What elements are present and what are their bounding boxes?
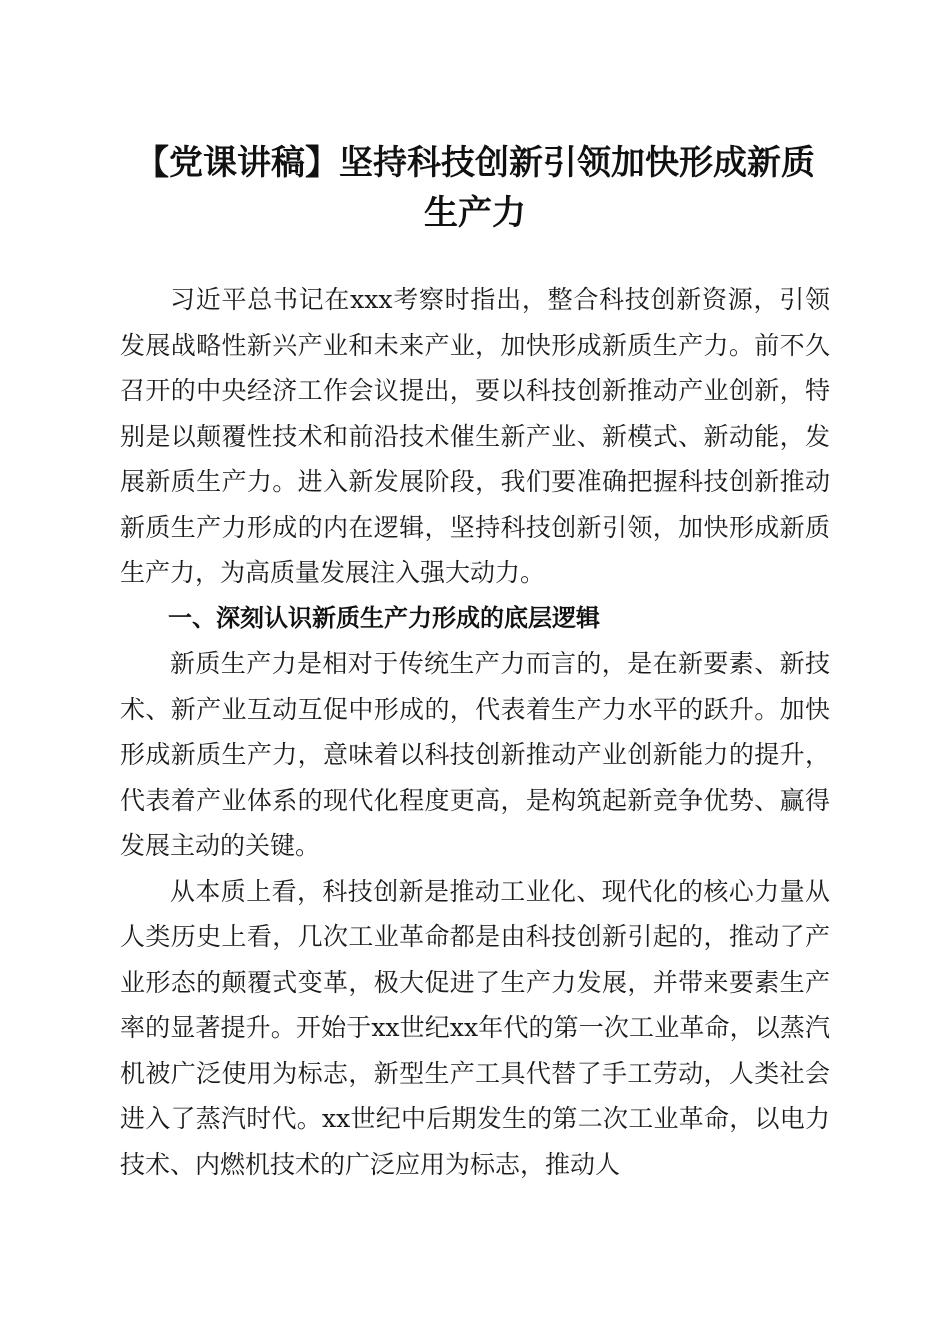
document-title (120, 138, 830, 238)
intro-paragraph: 习近平总书记在xxx考察时指出，整合科技创新资源，引领发展战略性新兴产业和未来产业，加快形成新质生产力。前不久召开的中央经济工作会议提出，要以科技创新推动产业创新，特别是以颠覆性技术和前沿技术催生新产业、新模式、新动能，发展新质生产力。进入新发展阶段，我们要准确把握科技创新推动新质生产力形成的内在逻辑，坚持科技创新引领，加快形成新质生产力，为高质量发展注入强大动力。 (120, 285, 830, 587)
body-paragraph: 从本质上看，科技创新是推动工业化、现代化的核心力量从人类历史上看，几次工业革命都是由科技创新引起的，推动了产业形态的颠覆式变革，极大促进了生产力发展，并带来要素生产率的显著提升。开始于xx世纪xx年代的第一次工业革命，以蒸汽机被广泛使用为标志，新型生产工具代替了手工劳动，人类社会进入了蒸汽时代。xx世纪中后期发生的第二次工业革命，以电力技术、内燃机技术的广泛应用为标志，推动人 (120, 876, 830, 1179)
title-line-1: 【党课讲稿】坚持科技创新引领加快形成新质 (135, 143, 815, 183)
section-heading: 一、深刻认识新质生产力形成的底层逻辑 (168, 603, 600, 632)
title-line-2: 生产力 (424, 193, 526, 233)
document-body (120, 277, 830, 1187)
body-paragraph: 新质生产力是相对于传统生产力而言的，是在新要素、新技术、新产业互动互促中形成的，代表着生产力水平的跃升。加快形成新质生产力，意味着以科技创新推动产业创新能力的提升，代表着产业体系的现代化程度更高，是构筑起新竞争优势、赢得发展主动的关键。 (120, 649, 830, 860)
